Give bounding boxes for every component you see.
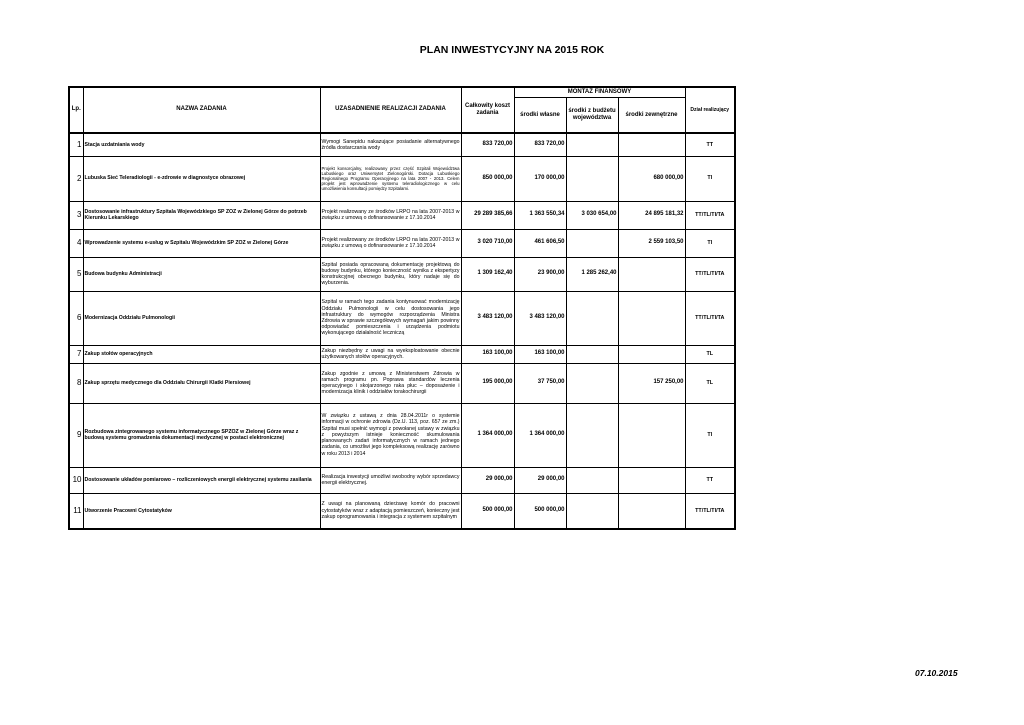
row-voivodeship [566, 229, 618, 257]
row-justification: Z uwagi na planowaną dzierżawę komór do pracowni cytostatyków wraz z adaptacją pomieszczeń, konieczny jest zakup oprogramowania i integracja z systemem szpitalnym [320, 493, 461, 529]
row-total: 195 000,00 [461, 363, 514, 403]
row-lp: 9 [69, 403, 83, 467]
row-voivodeship [566, 467, 618, 493]
row-name: Modernizacja Oddziału Pulmonologii [83, 291, 320, 345]
header-voivodeship: środki z budżetu województwa [566, 98, 618, 133]
row-own: 170 000,00 [514, 156, 566, 201]
row-dept: TI [685, 229, 735, 257]
row-name: Zakup sprzętu medycznego dla Oddziału Chirurgii Klatki Piersiowej [83, 363, 320, 403]
investment-plan-table [68, 86, 736, 530]
row-total: 500 000,00 [461, 493, 514, 529]
header-own: środki własne [514, 98, 566, 133]
row-justification: W związku z ustawą z dnia 28.04.2011r o systemie informacji w ochronie zdrowia (Dz.U. 113, poz. 657 ze zm.) Szpital musi spełnić wymogi z powołanej ustawy w związku z powyższym istnieje konieczność skumulowania planowanych zadań informatycznych w ramach jednego zadania, co umożliwi jego kompleksową realizację zarówno w roku 2013 i 2014 [320, 403, 461, 467]
row-justification: Projekt realizowany ze środków LRPO na lata 2007-2013 w związku z umową o dofinansowanie z 17.10.2014 [320, 229, 461, 257]
row-voivodeship [566, 133, 618, 156]
row-lp: 8 [69, 363, 83, 403]
row-dept: TT/TL/TI/TA [685, 201, 735, 229]
row-total: 163 100,00 [461, 345, 514, 363]
table-row [69, 229, 735, 257]
row-voivodeship [566, 363, 618, 403]
row-external [618, 467, 685, 493]
document-date: 07.10.2015 [915, 668, 958, 678]
row-justification: Wymogi Sanepidu nakazujące posiadanie alternatywnego źródła dostarczania wody [320, 133, 461, 156]
row-voivodeship [566, 345, 618, 363]
row-total: 833 720,00 [461, 133, 514, 156]
row-name: Stacja uzdatniania wody [83, 133, 320, 156]
row-own: 500 000,00 [514, 493, 566, 529]
table-row [69, 403, 735, 467]
row-voivodeship [566, 493, 618, 529]
row-voivodeship [566, 403, 618, 467]
table-row [69, 291, 735, 345]
row-lp: 11 [69, 493, 83, 529]
row-dept: TT [685, 133, 735, 156]
table-row [69, 257, 735, 291]
row-name: Budowa budynku Administracji [83, 257, 320, 291]
row-justification: Zakup zgodnie z umową z Ministerstwem Zdrowia w ramach programu pn. Poprawa standardów leczenia operacyjnego i skojarzonego raka płuc – doposażenie i modernizacja klinik i oddziałów torakochirurgii [320, 363, 461, 403]
table-row [69, 345, 735, 363]
header-justification: UZASADNIENIE REALIZACJI ZADANIA [320, 87, 461, 133]
row-justification: Zakup niezbędny z uwagi na wyeksploatowanie obecnie użytkowanych stołów operacyjnych. [320, 345, 461, 363]
row-lp: 2 [69, 156, 83, 201]
table-row [69, 467, 735, 493]
row-lp: 1 [69, 133, 83, 156]
row-voivodeship [566, 156, 618, 201]
table-row [69, 493, 735, 529]
header-lp: Lp. [69, 87, 83, 133]
row-dept: TL [685, 363, 735, 403]
row-dept: TI [685, 403, 735, 467]
header-funding-group: MONTAŻ FINANSOWY [514, 87, 685, 98]
row-voivodeship: 3 030 654,00 [566, 201, 618, 229]
row-dept: TT [685, 467, 735, 493]
row-external [618, 291, 685, 345]
row-voivodeship [566, 291, 618, 345]
header-dept: Dział realizujący [685, 87, 735, 133]
header-name: NAZWA ZADANIA [83, 87, 320, 133]
page-title: PLAN INWESTYCYJNY NA 2015 ROK [419, 44, 605, 56]
row-lp: 10 [69, 467, 83, 493]
row-own: 29 000,00 [514, 467, 566, 493]
table-row [69, 133, 735, 156]
row-justification: Szpital w ramach tego zadania kontynuować modernizację Oddziału Pulmonologii w celu dostosowania jego infrastruktury do wymogów rozporządzenia Ministra Zdrowia w sprawie szczegółowych wymagań jakim powinny odpowiadać pomieszczenia i urządzenia podmiotu wykonującego działalność leczniczą [320, 291, 461, 345]
row-voivodeship: 1 285 262,40 [566, 257, 618, 291]
row-external [618, 257, 685, 291]
row-own: 37 750,00 [514, 363, 566, 403]
row-own: 461 606,50 [514, 229, 566, 257]
row-total: 850 000,00 [461, 156, 514, 201]
row-name: Utworzenie Pracowni Cytostatyków [83, 493, 320, 529]
header-external: środki zewnętrzne [618, 98, 685, 133]
row-own: 3 483 120,00 [514, 291, 566, 345]
row-lp: 4 [69, 229, 83, 257]
row-external [618, 345, 685, 363]
row-dept: TT/TL/TI/TA [685, 257, 735, 291]
row-lp: 5 [69, 257, 83, 291]
row-external: 2 559 103,50 [618, 229, 685, 257]
row-lp: 3 [69, 201, 83, 229]
row-dept: TT/TL/TI/TA [685, 291, 735, 345]
row-total: 1 364 000,00 [461, 403, 514, 467]
row-own: 1 363 550,34 [514, 201, 566, 229]
table-row [69, 156, 735, 201]
row-justification: Projekt konsorcjalny, realizowany przez część Szpitali Województwa Lubuskiego oraz Uniwersytet Zielonogórski. Dotacja Lubuskiego Regionalnego Programu Operacyjnego na lata 2007 - 2013. Celem projekt jest wprowadzenie systemu teleradiologicznego w celu umożliwienia konsultacji pomiędzy Szpitalami. [320, 156, 461, 201]
row-external [618, 403, 685, 467]
row-name: Rozbudowa zintegrowanego systemu informatycznego SPZOZ w Zielonej Górze wraz z budową systemu gromadzenia dokumentacji medycznej w postaci elektronicznej [83, 403, 320, 467]
header-total: Całkowity koszt zadania [461, 87, 514, 133]
table-row [69, 363, 735, 403]
row-dept: TT/TL/TI/TA [685, 493, 735, 529]
row-own: 23 900,00 [514, 257, 566, 291]
row-external: 24 895 181,32 [618, 201, 685, 229]
row-external: 680 000,00 [618, 156, 685, 201]
row-justification: Realizacja inwestycji umożliwi swobodny wybór sprzedawcy energii elektrycznej. [320, 467, 461, 493]
row-total: 3 483 120,00 [461, 291, 514, 345]
row-total: 1 309 162,40 [461, 257, 514, 291]
table-row [69, 201, 735, 229]
row-dept: TI [685, 156, 735, 201]
row-lp: 7 [69, 345, 83, 363]
row-name: Lubuska Sieć Teleradiologii - e-zdrowie w diagnostyce obrazowej [83, 156, 320, 201]
row-total: 3 020 710,00 [461, 229, 514, 257]
row-lp: 6 [69, 291, 83, 345]
row-own: 163 100,00 [514, 345, 566, 363]
row-name: Dostosowanie infrastruktury Szpitala Wojewódzkiego SP ZOZ w Zielonej Górze do potrzeb Kierunku Lekarskiego [83, 201, 320, 229]
row-external [618, 133, 685, 156]
row-name: Wprowadzenie systemu e-usług w Szpitalu Wojewódzkim SP ZOZ w Zielonej Górze [83, 229, 320, 257]
row-own: 833 720,00 [514, 133, 566, 156]
row-total: 29 289 385,66 [461, 201, 514, 229]
row-justification: Szpital posiada opracowaną dokumentację projektową do budowy budynku, którego konieczność wynika z ekspertyzy konstrukcyjnej obecnego budynku, który nadaje się do wyburzenia. [320, 257, 461, 291]
row-name: Zakup stołów operacyjnych [83, 345, 320, 363]
row-own: 1 364 000,00 [514, 403, 566, 467]
row-justification: Projekt realizowany ze środków LRPO na lata 2007-2013 w związku z umową o dofinansowanie z 17.10.2014 [320, 201, 461, 229]
row-external: 157 250,00 [618, 363, 685, 403]
row-external [618, 493, 685, 529]
row-total: 29 000,00 [461, 467, 514, 493]
row-name: Dostosowanie układów pomiarowo – rozliczeniowych energii elektrycznej systemu zasilania [83, 467, 320, 493]
row-dept: TL [685, 345, 735, 363]
